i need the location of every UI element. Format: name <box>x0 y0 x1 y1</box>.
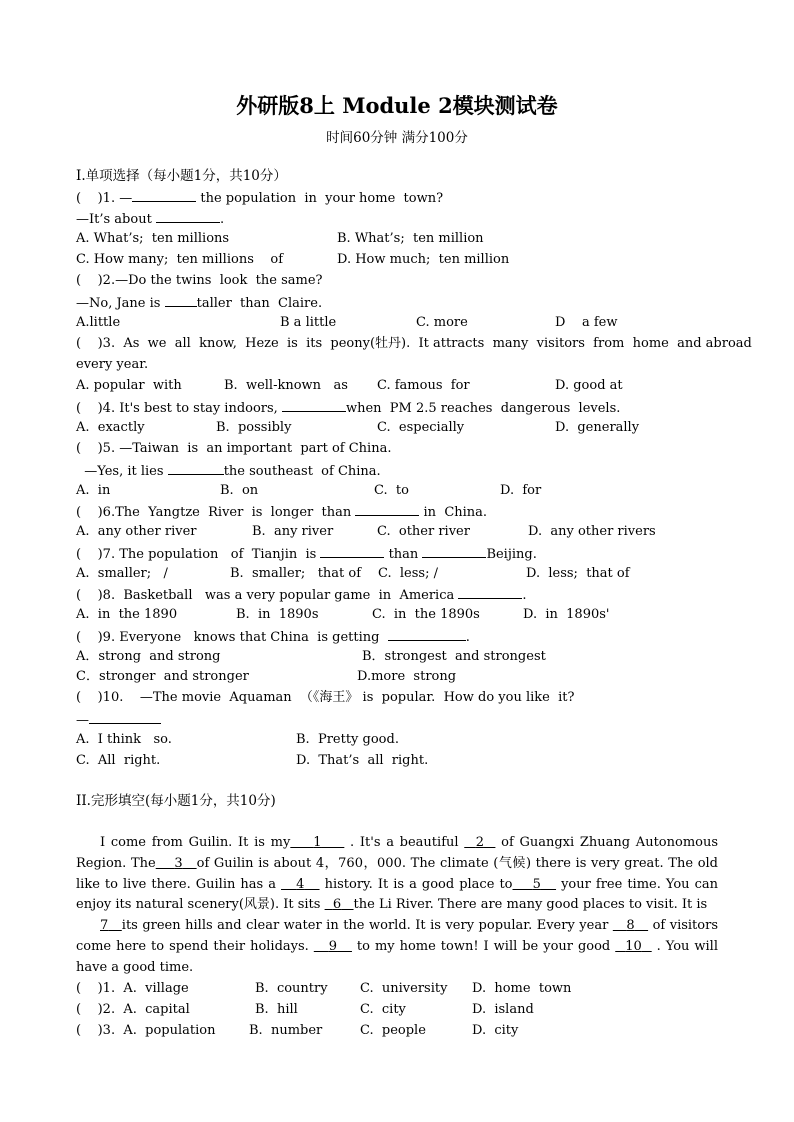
q1-option-d: D. How much; ten million <box>337 252 510 267</box>
cloze-blank: 6 <box>332 897 342 913</box>
q3-option-a: A. popular with <box>76 378 182 393</box>
q7-option-d: D. less; that of <box>526 566 630 581</box>
q9-option-c: C．stronger and stronger <box>76 669 249 684</box>
cloze-blank: 9 <box>328 938 338 954</box>
answer-blank <box>132 187 196 202</box>
q3-option-c: C. famous for <box>377 378 470 393</box>
q9-option-a: A．strong and strong <box>76 649 221 664</box>
q5-option-c: C. to <box>374 483 409 498</box>
q8-option-a: A. in the 1890 <box>76 607 178 622</box>
q5-stem: ( )5. —Taiwan is an important part of China. <box>76 441 392 456</box>
answer-blank <box>156 208 220 223</box>
q1-stem: ( )1. — the population in your home town? <box>76 187 443 209</box>
cloze-q2-option-b: B. hill <box>255 1002 298 1017</box>
q10-option-a: A. I think so. <box>76 732 172 747</box>
q7-option-a: A. smaller; / <box>76 566 168 581</box>
q10-option-c: C. All right. <box>76 753 161 768</box>
q2-stem: ( )2.—Do the twins look the same? <box>76 273 323 288</box>
q6-option-a: A. any other river <box>76 524 197 539</box>
q2-option-c: C. more <box>416 315 468 330</box>
q9-option-b: B．strongest and strongest <box>362 649 546 664</box>
q4-option-b: B. possibly <box>216 420 292 435</box>
q6-option-b: B. any river <box>252 524 334 539</box>
cloze-q1-stem: ( )1. A. village <box>76 981 189 996</box>
answer-blank <box>168 460 224 475</box>
q10-line2: — <box>76 709 161 731</box>
cloze-blank: 8 <box>626 918 635 933</box>
q10-option-d: D. That’s all right. <box>296 753 429 768</box>
cloze-q1-option-c: C. university <box>360 981 448 996</box>
q9-option-d: D.more strong <box>357 669 457 684</box>
q3-stem: ( )3. As we all know, Heze is its peony(牡丹). It attracts many visitors from home and abroad <box>76 336 752 351</box>
q3-option-d: D. good at <box>555 378 623 393</box>
cloze-q2-stem: ( )2. A. capital <box>76 1002 190 1017</box>
cloze-paragraph-2: 7 its green hills and clear water in the world. It is very popular. Every year 8 of visitors come here to spend their holidays. 9 to my home town! I will be your good 10 . You will have a good time. <box>76 918 718 975</box>
q3-line2: every year. <box>76 357 149 372</box>
q1-option-a: A. What’s; ten millions <box>76 231 230 246</box>
cloze-blank: 5 <box>532 876 541 892</box>
q4-option-d: D. generally <box>555 420 640 435</box>
q9-stem: ( )9. Everyone knows that China is getting . <box>76 626 470 648</box>
q2-line2: —No, Jane is taller than Claire. <box>76 292 322 314</box>
answer-blank <box>282 397 346 412</box>
cloze-blank: 7 <box>100 918 109 933</box>
cloze-blank: 10 <box>625 938 642 954</box>
q10-stem: ( )10. —The movie Aquaman （《海王》 is popular. How do you like it? <box>76 690 575 705</box>
q7-option-b: B. smaller; that of <box>230 566 362 581</box>
q6-option-c: C. other river <box>377 524 470 539</box>
q5-option-a: A. in <box>76 483 111 498</box>
q8-option-b: B. in 1890s <box>236 607 319 622</box>
section-1-heading: I.单项选择（每小题1分，共10分） <box>76 168 287 184</box>
cloze-blank: 2 <box>475 835 484 850</box>
q4-stem: ( )4. It's best to stay indoors, when PM 2.5 reaches dangerous levels. <box>76 397 620 419</box>
cloze-blank: 4 <box>296 876 305 892</box>
q6-stem: ( )6.The Yangtze River is longer than in China. <box>76 501 487 523</box>
answer-blank <box>388 626 466 641</box>
q2-option-b: B a little <box>280 315 337 330</box>
cloze-blank: 1 <box>313 835 322 850</box>
q10-option-b: B. Pretty good. <box>296 732 399 747</box>
answer-blank <box>320 543 384 558</box>
q3-option-b: B. well-known as <box>224 378 348 393</box>
q2-option-a: A.little <box>76 315 121 330</box>
q1-option-c: C. How many; ten millions of <box>76 252 284 267</box>
cloze-q1-option-b: B. country <box>255 981 328 996</box>
answer-blank <box>89 709 161 724</box>
q4-option-a: A. exactly <box>76 420 145 435</box>
q8-option-c: C. in the 1890s <box>372 607 480 622</box>
q7-option-c: C. less; / <box>378 566 438 581</box>
q5-option-d: D. for <box>500 483 542 498</box>
q1-line2: —It’s about . <box>76 208 224 230</box>
cloze-q3-option-d: D. city <box>472 1023 519 1038</box>
cloze-q1-option-d: D. home town <box>472 981 572 996</box>
page-subtitle: 时间60分钟 满分100分 <box>326 130 468 146</box>
cloze-blank: 3 <box>174 855 183 871</box>
answer-blank <box>355 501 419 516</box>
cloze-q3-option-b: B. number <box>249 1023 323 1038</box>
q4-option-c: C. especially <box>377 420 465 435</box>
cloze-q2-option-d: D. island <box>472 1002 534 1017</box>
q2-option-d: D a few <box>555 315 618 330</box>
q5-line2: —Yes, it lies the southeast of China. <box>76 460 381 482</box>
answer-blank <box>458 584 522 599</box>
cloze-q3-option-c: C. people <box>360 1023 426 1038</box>
section-2-heading: II.完形填空(每小题1分，共10分) <box>76 793 276 809</box>
q8-option-d: D. in 1890s' <box>523 607 610 622</box>
answer-blank <box>165 292 197 307</box>
q6-option-d: D. any other rivers <box>528 524 656 539</box>
q8-stem: ( )8. Basketball was a very popular game in America . <box>76 584 527 606</box>
cloze-paragraph-1: I come from Guilin. It is my 1 . It's a beautiful 2 of Guangxi Zhuang Autonomous Region. The 3 of Guilin is about 4，760，000. The climate (气候) there is very great. The old like to live there. Guilin has a 4 history. It is a good place to 5 your free time. You can enjoy its natural scenery(风景). It sits 6 the Li River. There are many good places to visit. It is <box>76 835 719 913</box>
q7-stem: ( )7. The population of Tianjin is than Beijing. <box>76 543 537 565</box>
page-title: 外研版8上 Module 2模块测试卷 <box>236 93 558 118</box>
cloze-q3-stem: ( )3. A. population <box>76 1023 216 1038</box>
q5-option-b: B. on <box>220 483 259 498</box>
cloze-q2-option-c: C. city <box>360 1002 406 1017</box>
q1-option-b: B. What’s; ten million <box>337 231 484 246</box>
answer-blank <box>422 543 486 558</box>
